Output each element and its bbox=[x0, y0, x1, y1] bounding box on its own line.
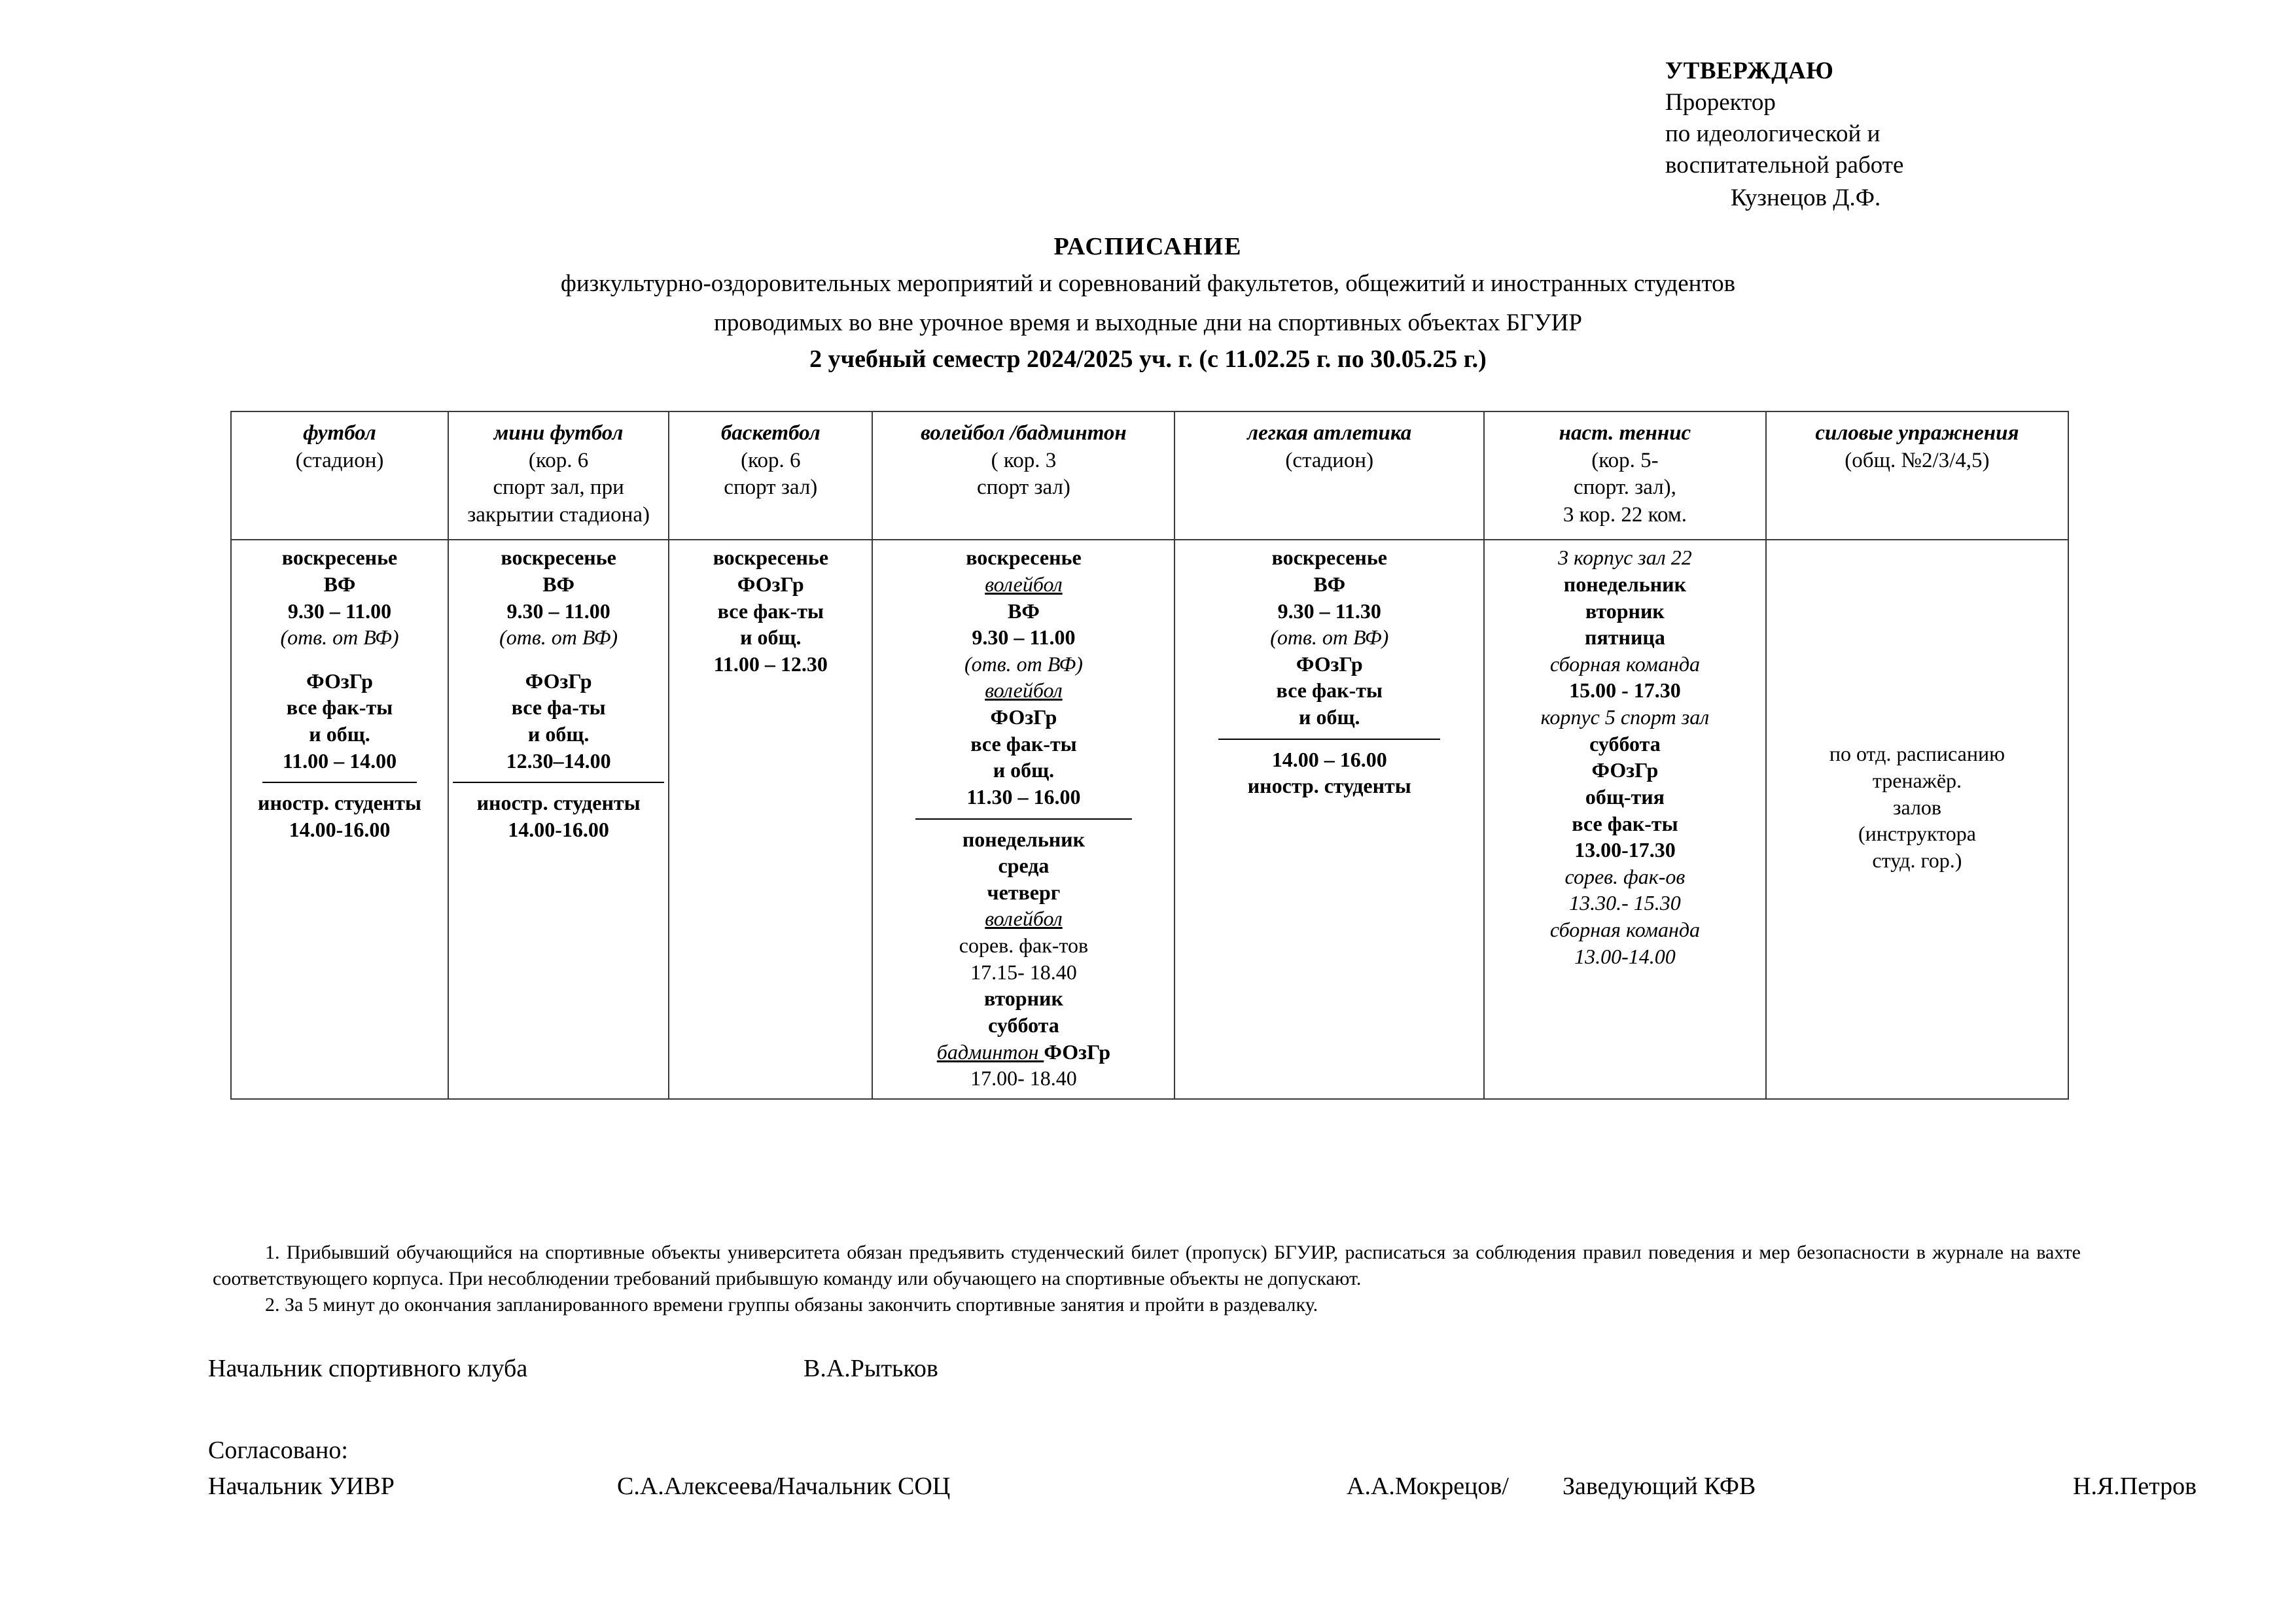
tabletennis-l9: ФОзГр bbox=[1591, 758, 1659, 782]
volleyball-l12: среда bbox=[998, 854, 1050, 878]
notes-block bbox=[213, 1240, 2081, 1318]
volleyball-l19-fozgr: ФОзГр bbox=[1044, 1039, 1111, 1064]
column-header-athletics bbox=[1174, 411, 1484, 540]
athletics-l3: 9.30 – 11.30 bbox=[1277, 599, 1381, 623]
column-title-volleyball: волейбол /бадминтон bbox=[921, 421, 1127, 445]
volleyball-l17: вторник bbox=[983, 986, 1063, 1011]
column-title-tabletennis: наст. теннис bbox=[1559, 421, 1691, 445]
tabletennis-l10: общ-тия bbox=[1585, 784, 1665, 809]
tabletennis-l4: пятница bbox=[1585, 625, 1665, 650]
signature-head-name: В.А.Рытьков bbox=[804, 1355, 938, 1382]
cell-tabletennis bbox=[1484, 540, 1766, 1099]
heading-subtitle-1: физкультурно-оздоровительных мероприятий и соревнований факультетов, общежитий и иностранных студентов bbox=[560, 270, 1736, 297]
signature-position-1: Начальник УИВР bbox=[208, 1473, 395, 1500]
tabletennis-l16: 13.00-14.00 bbox=[1574, 944, 1676, 968]
column-place-tabletennis-2: спорт. зал), bbox=[1573, 476, 1676, 500]
column-place-strength-1: (общ. №2/3/4,5) bbox=[1845, 448, 1990, 472]
cell-volleyball bbox=[872, 540, 1174, 1099]
signature-position-2: Начальник СОЦ bbox=[777, 1473, 951, 1500]
minifootball-l6: все фа-ты bbox=[511, 695, 606, 720]
volleyball-divider bbox=[915, 818, 1133, 820]
minifootball-l8: 12.30–14.00 bbox=[506, 748, 611, 773]
athletics-l9: иностр. студенты bbox=[1247, 774, 1411, 798]
cell-football bbox=[231, 540, 448, 1099]
heading-subtitle-2: проводимых во вне урочное время и выходные дни на спортивных объектах БГУИР bbox=[714, 309, 1582, 336]
column-place-tabletennis-3: 3 кор. 22 ком. bbox=[1563, 502, 1687, 527]
strength-l1: по отд. расписанию bbox=[1829, 742, 2005, 766]
approval-line-3: воспитательной работе bbox=[1665, 152, 1904, 179]
volleyball-l18: суббота bbox=[988, 1013, 1059, 1037]
tabletennis-l5: сборная команда bbox=[1549, 652, 1701, 676]
minifootball-l4: (отв. от ВФ) bbox=[499, 625, 618, 650]
volleyball-l20: 17.00- 18.40 bbox=[970, 1066, 1077, 1091]
column-place-basketball-2: спорт зал) bbox=[724, 476, 818, 500]
strength-l5: студ. гор.) bbox=[1872, 848, 1962, 872]
column-title-strength: силовые упражнения bbox=[1815, 421, 2019, 445]
volleyball-l6: волейбол bbox=[985, 678, 1063, 703]
column-header-football bbox=[231, 411, 448, 540]
football-l2: ВФ bbox=[323, 572, 356, 596]
tabletennis-l14: 13.30.- 15.30 bbox=[1569, 891, 1681, 915]
basketball-l3: все фак-ты bbox=[717, 599, 824, 623]
column-title-athletics: легкая атлетика bbox=[1247, 421, 1412, 445]
column-header-minifootball bbox=[448, 411, 669, 540]
tabletennis-l11: все фак-ты bbox=[1572, 811, 1678, 835]
approval-block bbox=[1665, 56, 1903, 214]
tabletennis-l1: 3 корпус зал 22 bbox=[1558, 546, 1692, 570]
volleyball-l11: понедельник bbox=[962, 827, 1086, 851]
signature-name-3: Н.Я.Петров bbox=[2073, 1473, 2197, 1500]
volleyball-l19 bbox=[877, 1039, 1170, 1066]
column-title-minifootball: мини футбол bbox=[493, 421, 624, 445]
column-place-volleyball-2: спорт зал) bbox=[976, 476, 1070, 500]
signature-position-3: Заведующий КФВ bbox=[1563, 1473, 1756, 1500]
note-2: 2. За 5 минут до окончания запланированного времени группы обязаны закончить спортивные занятия и пройти в раздевалку. bbox=[265, 1293, 1318, 1316]
cell-minifootball bbox=[448, 540, 669, 1099]
table-header-row bbox=[231, 411, 2068, 540]
athletics-divider bbox=[1218, 739, 1440, 740]
tabletennis-l13: сорев. фак-ов bbox=[1564, 864, 1686, 888]
tabletennis-l2: понедельник bbox=[1563, 572, 1687, 596]
basketball-l4: и общ. bbox=[740, 625, 802, 650]
column-place-volleyball-1: ( кор. 3 bbox=[991, 448, 1057, 472]
volleyball-l14: волейбол bbox=[985, 907, 1063, 931]
column-place-minifootball-2: спорт зал, при bbox=[493, 476, 624, 500]
schedule-table bbox=[230, 411, 2069, 1100]
minifootball-l10: 14.00-16.00 bbox=[508, 817, 609, 841]
football-l9: иностр. студенты bbox=[258, 791, 421, 815]
football-l4: (отв. от ВФ) bbox=[280, 625, 399, 650]
athletics-l8: 14.00 – 16.00 bbox=[1271, 747, 1387, 771]
page-title: РАСПИСАНИЕ bbox=[1053, 233, 1243, 260]
column-place-minifootball-1: (кор. 6 bbox=[528, 448, 589, 472]
volleyball-l8: все фак-ты bbox=[970, 731, 1077, 756]
football-l3: 9.30 – 11.00 bbox=[287, 599, 392, 623]
athletics-l1: воскресенье bbox=[1271, 546, 1387, 570]
football-divider bbox=[262, 782, 416, 783]
strength-l2: тренажёр. bbox=[1872, 768, 1962, 792]
tabletennis-l15: сборная команда bbox=[1549, 918, 1701, 942]
football-l1: воскресенье bbox=[281, 546, 398, 570]
tabletennis-l12: 13.00-17.30 bbox=[1574, 838, 1676, 862]
minifootball-l7: и общ. bbox=[527, 722, 590, 746]
cell-strength bbox=[1766, 540, 2068, 1099]
approval-line-1: Проректор bbox=[1665, 89, 1776, 116]
volleyball-l13: четверг bbox=[987, 880, 1061, 904]
column-place-minifootball-3: закрытии стадиона) bbox=[467, 502, 650, 527]
volleyball-l19-badminton: бадминтон bbox=[936, 1039, 1044, 1064]
column-header-basketball bbox=[669, 411, 872, 540]
signature-name-1: С.А.Алексеева/ bbox=[617, 1473, 780, 1500]
column-title-basketball: баскетбол bbox=[720, 421, 821, 445]
heading-period: 2 учебный семестр 2024/2025 уч. г. (с 11.02.25 г. по 30.05.25 г.) bbox=[809, 345, 1487, 373]
volleyball-l3: ВФ bbox=[1008, 599, 1040, 623]
volleyball-l5: (отв. от ВФ) bbox=[964, 652, 1083, 676]
minifootball-l2: ВФ bbox=[542, 572, 575, 596]
tabletennis-l8: суббота bbox=[1589, 731, 1661, 756]
tabletennis-l3: вторник bbox=[1585, 599, 1665, 623]
signature-head-title: Начальник спортивного клуба bbox=[208, 1355, 528, 1382]
minifootball-l1: воскресенье bbox=[501, 546, 616, 570]
column-place-athletics-1: (стадион) bbox=[1285, 448, 1374, 472]
cell-basketball bbox=[669, 540, 872, 1099]
tabletennis-l6: 15.00 - 17.30 bbox=[1569, 678, 1681, 703]
athletics-l4: (отв. от ВФ) bbox=[1270, 625, 1389, 650]
cell-athletics bbox=[1174, 540, 1484, 1099]
note-1: 1. Прибывший обучающийся на спортивные объекты университета обязан предъявить студенческий билет (пропуск) БГУИР, расписаться за соблюдения правил поведения и мер безопасности в журнале на вахте соответствующего корпуса. При несоблюдении требований прибывшую команду или обучающего на спортивные объекты не допускают. bbox=[213, 1242, 2081, 1289]
approval-title: УТВЕРЖДАЮ bbox=[1665, 58, 1834, 84]
column-header-volleyball bbox=[872, 411, 1174, 540]
minifootball-l9: иностр. студенты bbox=[476, 791, 641, 815]
column-place-basketball-1: (кор. 6 bbox=[741, 448, 801, 472]
basketball-l5: 11.00 – 12.30 bbox=[713, 652, 828, 676]
football-l10: 14.00-16.00 bbox=[289, 817, 391, 841]
football-l8: 11.00 – 14.00 bbox=[282, 748, 397, 773]
column-header-strength bbox=[1766, 411, 2068, 540]
volleyball-l2: волейбол bbox=[985, 572, 1063, 596]
basketball-l1: воскресенье bbox=[713, 546, 829, 570]
football-l6: все фак-ты bbox=[286, 695, 393, 720]
football-l5: ФОзГр bbox=[306, 669, 373, 693]
document-heading bbox=[0, 232, 2296, 374]
basketball-l2: ФОзГр bbox=[737, 572, 804, 596]
column-header-tabletennis bbox=[1484, 411, 1766, 540]
signature-head-block bbox=[208, 1354, 938, 1383]
athletics-l6: все фак-ты bbox=[1276, 678, 1383, 703]
volleyball-l10: 11.30 – 16.00 bbox=[966, 784, 1081, 809]
athletics-l7: и общ. bbox=[1299, 705, 1360, 729]
column-title-football: футбол bbox=[303, 421, 376, 445]
minifootball-divider bbox=[453, 782, 664, 783]
volleyball-l7: ФОзГр bbox=[990, 705, 1057, 729]
minifootball-l3: 9.30 – 11.00 bbox=[506, 599, 610, 623]
signature-name-2: А.А.Мокрецов/ bbox=[1347, 1473, 1509, 1500]
column-place-tabletennis-1: (кор. 5- bbox=[1591, 448, 1659, 472]
approval-signer-name: Кузнецов Д.Ф. bbox=[1731, 184, 1881, 212]
tabletennis-l7: корпус 5 спорт зал bbox=[1540, 705, 1710, 729]
athletics-l2: ВФ bbox=[1313, 572, 1346, 596]
volleyball-l9: и общ. bbox=[993, 758, 1055, 782]
minifootball-l5: ФОзГр bbox=[525, 669, 592, 693]
volleyball-l15: сорев. фак-тов bbox=[959, 934, 1089, 958]
column-place-football-1: (стадион) bbox=[295, 448, 384, 472]
strength-l3: залов bbox=[1892, 795, 1942, 819]
volleyball-l4: 9.30 – 11.00 bbox=[972, 625, 1076, 650]
table-row bbox=[231, 540, 2068, 1099]
approval-line-2: по идеологической и bbox=[1665, 120, 1881, 148]
volleyball-l16: 17.15- 18.40 bbox=[970, 960, 1077, 984]
strength-l4: (инструктора bbox=[1858, 822, 1976, 846]
agreed-label: Согласовано: bbox=[208, 1437, 348, 1464]
football-l7: и общ. bbox=[309, 722, 370, 746]
athletics-l5: ФОзГр bbox=[1296, 652, 1363, 676]
volleyball-l1: воскресенье bbox=[966, 546, 1082, 570]
